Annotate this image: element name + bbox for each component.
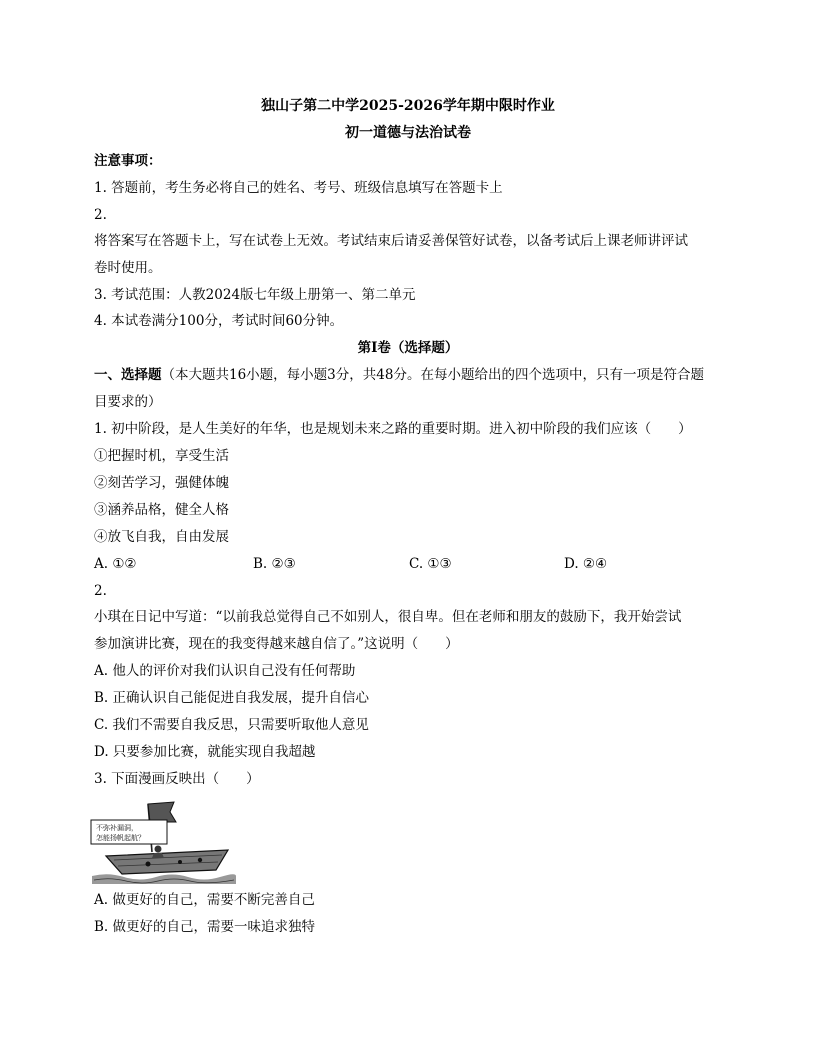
q2-stem-line-1: 小琪在日记中写道：“以前我总觉得自己不如别人，很自卑。但在老师和朋友的鼓励下，我开始尝试: [94, 609, 682, 625]
q2-number: 2.: [94, 583, 107, 599]
q1-statement-3: ③涵养品格，健全人格: [94, 502, 229, 518]
q1-option-c: C. ①③: [409, 556, 452, 572]
q1-option-d: D. ②④: [564, 556, 608, 572]
q2-option-d: D. 只要参加比赛，就能实现自我超越: [94, 744, 316, 760]
q1-statement-4: ④放飞自我，自由发展: [94, 529, 229, 545]
note-1: 1. 答题前，考生务必将自己的姓名、考号、班级信息填写在答题卡上: [94, 180, 503, 196]
q2-option-c: C. 我们不需要自我反思，只需要听取他人意见: [94, 717, 369, 733]
note-2-line-2: 卷时使用。: [94, 260, 162, 276]
q1-stem: 1. 初中阶段，是人生美好的年华，也是规划未来之路的重要时期。进入初中阶段的我们应该（ ）: [94, 421, 692, 437]
q2-option-b: B. 正确认识自己能促进自我发展，提升自信心: [94, 690, 370, 706]
note-4: 4. 本试卷满分100分，考试时间60分钟。: [94, 313, 344, 329]
q1-statement-2: ②刻苦学习，强健体魄: [94, 475, 229, 491]
notes-heading: 注意事项：: [94, 153, 162, 169]
part-description-line-2: 目要求的）: [94, 394, 162, 410]
cartoon-caption-line-2: 怎能扬帆起航？: [96, 834, 145, 842]
q3-cartoon-image: [88, 800, 238, 884]
q1-option-a: A. ①②: [94, 556, 137, 572]
note-3: 3. 考试范围：人教2024版七年级上册第一、第二单元: [94, 287, 416, 303]
note-2-line-1: 将答案写在答题卡上，写在试卷上无效。考试结束后请妥善保管好试卷，以备考试后上课老师讲评试: [94, 233, 688, 249]
q2-stem-line-2: 参加演讲比赛，现在的我变得越来越自信了。”这说明（ ）: [94, 636, 459, 652]
q3-option-b: B. 做更好的自己，需要一味追求独特: [94, 919, 316, 935]
part-description: （本大题共16小题，每小题3分，共48分。在每小题给出的四个选项中，只有一项是符合题: [161, 367, 704, 383]
q2-option-a: A. 他人的评价对我们认识自己没有任何帮助: [94, 663, 356, 679]
part-header: [94, 366, 704, 384]
q3-stem: 3. 下面漫画反映出（ ）: [94, 771, 260, 787]
q1-statement-1: ①把握时机，享受生活: [94, 448, 229, 464]
q1-option-b: B. ②③: [253, 556, 296, 572]
part-label: 一、选择题: [94, 367, 162, 383]
exam-subtitle: 初一道德与法治试卷: [345, 125, 471, 141]
note-2-number: 2.: [94, 207, 107, 223]
section-title: 第Ⅰ卷（选择题）: [357, 340, 459, 356]
q3-option-a: A. 做更好的自己，需要不断完善自己: [94, 892, 315, 908]
cartoon-caption-line-1: 不弥补漏洞，: [96, 824, 138, 832]
exam-title: 独山子第二中学2025-2026学年期中限时作业: [261, 98, 555, 114]
